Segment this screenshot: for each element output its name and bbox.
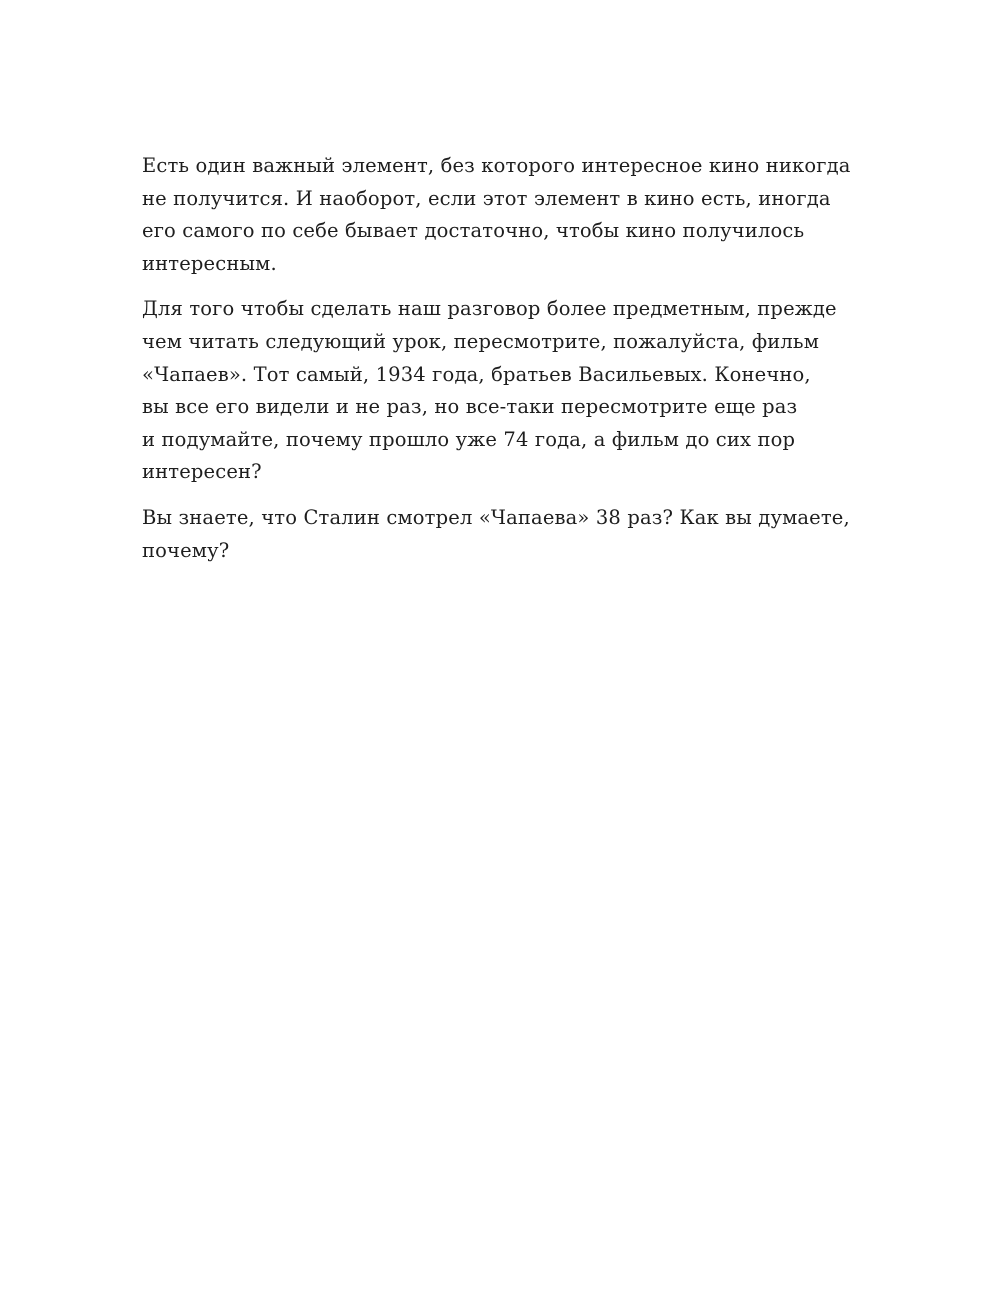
paragraph-3	[142, 502, 862, 567]
text-line: почему?	[142, 538, 230, 562]
paragraph-2	[142, 293, 862, 489]
text-line: Есть один важный элемент, без которого интересное кино никогда	[142, 154, 851, 177]
text-line: и подумайте, почему прошло уже 74 года, а фильм до сих пор	[142, 427, 796, 451]
text-line: Вы знаете, что Сталин смотрел «Чапаева» 38 раз? Как вы думаете,	[142, 505, 850, 529]
text-line: Для того чтобы сделать наш разговор более предметным, прежде	[142, 297, 837, 321]
text-line: его самого по себе бывает достаточно, чтобы кино получилось	[142, 219, 805, 243]
text-line: чем читать следующий урок, пересмотрите, пожалуйста, фильм	[142, 329, 820, 353]
text-line: интересным.	[142, 251, 277, 275]
paragraph-1	[142, 150, 862, 280]
body-text	[142, 150, 862, 580]
text-line: интересен?	[142, 460, 262, 484]
text-line: не получится. И наоборот, если этот элемент в кино есть, иногда	[142, 186, 831, 210]
text-line: вы все его видели и не раз, но все-таки пересмотрите еще раз	[142, 395, 798, 419]
text-line: «Чапаев». Тот самый, 1934 года, братьев Васильевых. Конечно,	[142, 362, 811, 386]
